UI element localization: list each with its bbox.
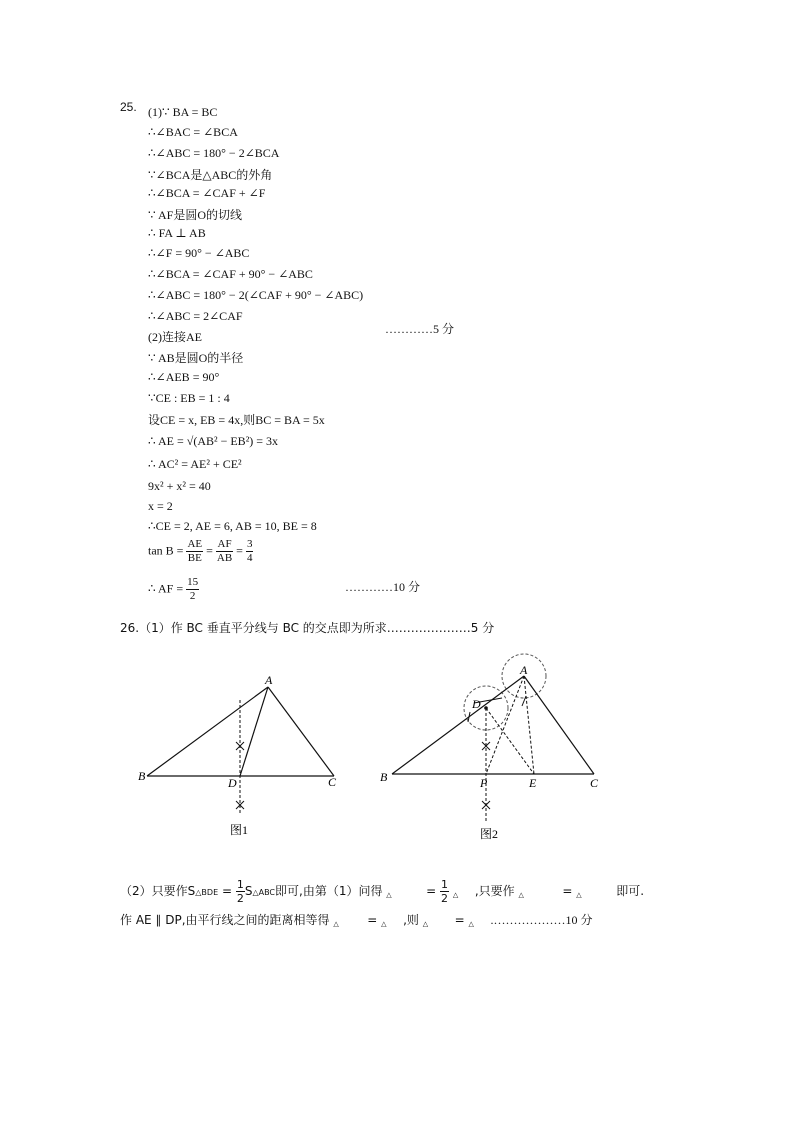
af-prefix: ∴ AF =: [148, 581, 184, 596]
part2-text-c: ,只要作: [474, 884, 515, 898]
fig1-label-b: B: [138, 769, 146, 783]
part2-fraction-half-2: $\frac{1}{2}$: [441, 878, 448, 905]
q25-line-6: ∵ AF是圆O的切线: [148, 208, 242, 222]
blank-tri-5: △: [333, 920, 339, 928]
blank-tri-1: △: [386, 891, 392, 899]
q25-line-12: (2)连接AE: [148, 330, 202, 344]
fig1-label-a: A: [265, 673, 273, 687]
blank-tri-6: △: [381, 920, 387, 928]
q25-line-2: ∴∠BAC = ∠BCA: [148, 125, 238, 139]
q26-part2-line: [120, 878, 644, 905]
part3-eq-1: =: [367, 913, 378, 927]
part2-text-d: 即可.: [616, 884, 645, 898]
question-number-25: 25.: [120, 100, 137, 114]
q26-score-part2: .………………10 分: [490, 913, 593, 927]
q25-line-18: ∴ AC² = AE² + CE²: [148, 457, 242, 471]
fig1-label-c: C: [328, 775, 337, 789]
part2-text-b: 即可,由第（1）问得: [275, 884, 383, 898]
q26-part1-text: 26.（1）作 BC 垂直平分线与 BC 的交点即为所求…………………5 分: [120, 621, 495, 635]
q25-line-9: ∴∠BCA = ∠CAF + 90° − ∠ABC: [148, 267, 313, 281]
q25-line-4: ∵∠BCA是△ABC的外角: [148, 168, 273, 182]
part2-sub-abc: △ABC: [252, 888, 275, 897]
fraction-three-quarters: $\frac{3}{4}$: [246, 538, 253, 564]
blank-tri-7: △: [422, 920, 429, 928]
part2-sub-bde: △BDE: [195, 888, 219, 897]
q25-score-part2: …………10 分: [345, 580, 421, 594]
q25-line-16: 设CE = x, EB = 4x,则BC = BA = 5x: [148, 413, 325, 427]
q25-af-line: [148, 576, 199, 603]
q25-line-14: ∴∠AEB = 90°: [148, 370, 220, 384]
figure-2-diagram: [370, 650, 610, 850]
fraction-fifteen-halves: $\frac{15}{2}$: [187, 576, 199, 602]
q25-line-1: (1)∵ BA = BC: [148, 105, 218, 119]
fig2-label-b: B: [380, 770, 388, 784]
part3-text-a: 作 AE ∥ DP,由平行线之间的距离相等得: [120, 913, 330, 927]
fig1-caption: 图1: [230, 823, 249, 837]
q25-line-17: ∴ AE = √(AB² − EB²) = 3x: [148, 434, 279, 448]
part3-eq-2: =: [454, 913, 465, 927]
q25-line-21: ∴CE = 2, AE = 6, AB = 10, BE = 8: [148, 519, 317, 533]
q26-part3-line: [120, 911, 592, 928]
q25-line-8: ∴∠F = 90° − ∠ABC: [148, 246, 250, 260]
q25-line-5: ∴∠BCA = ∠CAF + ∠F: [148, 186, 266, 200]
part3-text-b: ,则: [403, 913, 419, 927]
part2-eq-3: =: [562, 884, 573, 898]
fig2-label-a: A: [520, 663, 528, 677]
part2-text-a: （2）只要作S: [120, 884, 196, 898]
fig2-caption: 图2: [480, 827, 499, 841]
fig2-label-e: E: [529, 776, 537, 790]
q25-tan-line: tan B = $\frac{AE}{BE}$ = $\frac{AF}{AB}$ = $\frac{3}{4}$: [148, 538, 253, 564]
fig1-label-d: D: [228, 776, 237, 790]
q25-line-13: ∵ AB是圆O的半径: [148, 351, 244, 365]
part2-s2: S: [244, 884, 253, 898]
fig2-label-p: P: [480, 776, 488, 790]
blank-tri-3: △: [518, 891, 524, 899]
fraction-ae-be: $\frac{AE}{BE}$: [187, 538, 203, 564]
q25-score-part1: …………5 分: [385, 322, 455, 336]
q25-line-19: 9x² + x² = 40: [148, 479, 211, 493]
part2-eq: =: [218, 884, 236, 898]
part2-eq-2: =: [426, 884, 437, 898]
tan-prefix: tan B =: [148, 543, 184, 558]
part2-fraction-half: $\frac{1}{2}$: [236, 878, 244, 905]
fig2-label-d: D: [472, 697, 481, 711]
q25-line-15: ∵CE : EB = 1 : 4: [148, 391, 230, 405]
blank-tri-2: △: [452, 891, 459, 899]
q25-line-7: ∴ FA ⊥ AB: [148, 226, 206, 240]
q25-line-3: ∴∠ABC = 180° − 2∠BCA: [148, 146, 280, 160]
blank-tri-4: △: [576, 891, 582, 899]
q25-line-11: ∴∠ABC = 2∠CAF: [148, 309, 243, 323]
q25-line-10: ∴∠ABC = 180° − 2(∠CAF + 90° − ∠ABC): [148, 288, 364, 302]
blank-tri-8: △: [468, 920, 474, 928]
fig2-label-c: C: [590, 776, 599, 790]
fraction-af-ab: $\frac{AF}{AB}$: [216, 538, 233, 564]
q25-line-20: x = 2: [148, 499, 173, 513]
figure-1-diagram: [130, 670, 350, 840]
